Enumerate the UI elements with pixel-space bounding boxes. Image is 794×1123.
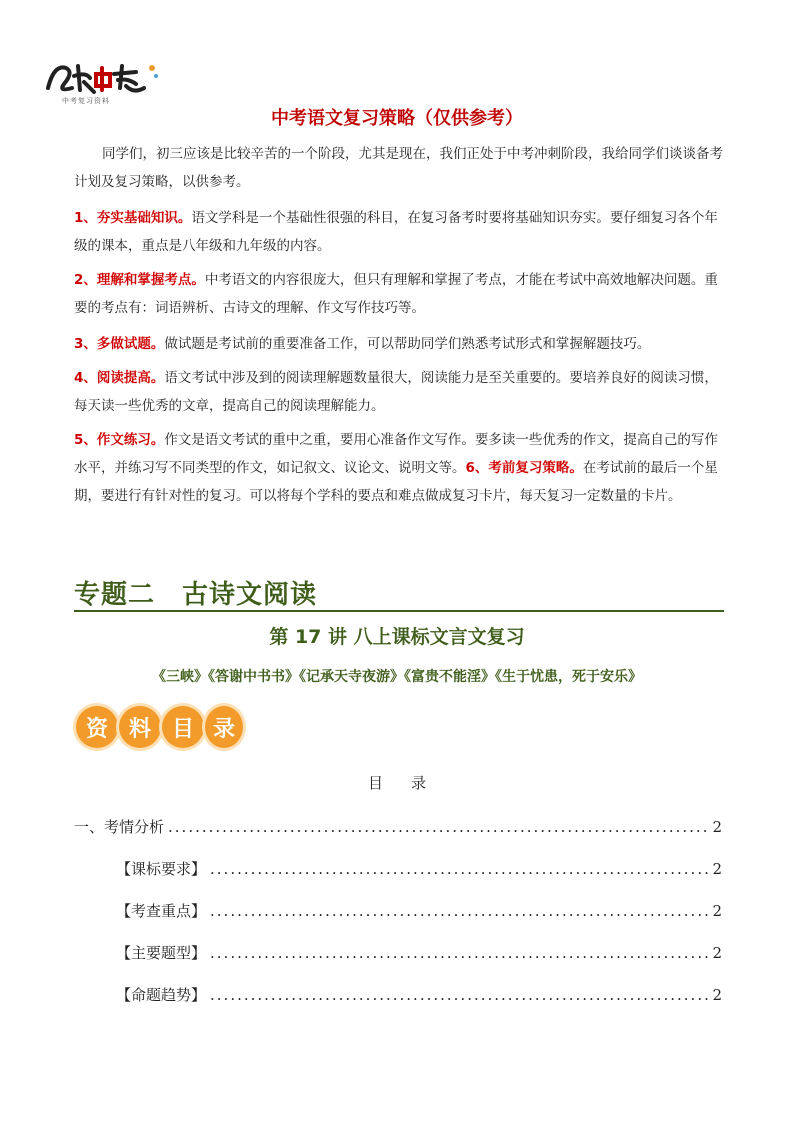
tip-3	[74, 330, 724, 358]
toc-entry-label: 【命题趋势】	[116, 986, 207, 1004]
intro-paragraph	[74, 140, 724, 196]
toc-page-number: 2	[712, 986, 722, 1004]
toc-entry-label: 【课标要求】	[116, 860, 207, 878]
section-title: 专题二 古诗文阅读	[74, 580, 318, 610]
tip-2	[74, 266, 724, 322]
materials-contents-badge	[74, 706, 234, 750]
lecture-title: 第 17 讲 八上课标文言文复习	[269, 626, 525, 648]
badge-char-4: 录	[205, 706, 243, 748]
toc-leader	[210, 944, 708, 962]
toc-leader	[210, 986, 708, 1004]
intro-text: 同学们，初三应该是比较辛苦的一个阶段，尤其是现在，我们正处于中考冲刺阶段，我给同学们谈谈备考计划及复习策略，以供参考。	[74, 146, 723, 190]
toc-page-number: 2	[712, 860, 722, 878]
tip-6-body: 在考试前的最后一个星期，要进行有针对性的复习。可以将每个学科的要点和难点做成复习卡片，每天复习一定数量的卡片。	[74, 460, 718, 504]
tip-4	[74, 364, 724, 420]
toc-page-number: 2	[712, 818, 722, 836]
toc-leader	[210, 902, 708, 920]
toc-page-number: 2	[712, 944, 722, 962]
badge-char-2: 料	[119, 706, 161, 748]
toc-leader	[168, 818, 708, 836]
texts-list: 《三峡》《答谢中书书》《记承天寺夜游》《富贵不能淫》《生于忧患，死于安乐》	[152, 669, 642, 685]
logo-brush-mark	[44, 58, 164, 98]
toc-entry-2[interactable]	[116, 858, 722, 879]
toc-entry-4[interactable]	[116, 942, 722, 963]
tip-1	[74, 204, 724, 260]
badge-char-1: 资	[76, 706, 118, 748]
tip-3-head: 3、多做试题。	[74, 336, 165, 352]
toc-leader	[210, 860, 708, 878]
toc-entry-label: 【主要题型】	[116, 944, 207, 962]
toc-entry-label: 【考查重点】	[116, 902, 207, 920]
tip-5-head: 5、作文练习。	[74, 432, 165, 448]
tip-4-head: 4、阅读提高。	[74, 370, 165, 386]
badge-char-3: 目	[162, 706, 204, 748]
tip-5-body: 作文是语文考试的重中之重，要用心准备作文写作。要多读一些优秀的作文，提高自己的写作水平，并练习写不同类型的作文，如记叙文、议论文、说明文等。	[74, 432, 718, 476]
toc-entry-5[interactable]	[116, 984, 722, 1005]
toc-entry-3[interactable]	[116, 900, 722, 921]
logo-subtitle: 中考复习资料	[62, 97, 110, 105]
tip-5	[74, 426, 724, 510]
tip-1-body: 语文学科是一个基础性很强的科目，在复习备考时要将基础知识夯实。要仔细复习各个年级的课本，重点是八年级和九年级的内容。	[74, 210, 718, 254]
tip-4-body: 语文考试中涉及到的阅读理解题数量很大，阅读能力是至关重要的。要培养良好的阅读习惯，每天读一些优秀的文章，提高自己的阅读理解能力。	[74, 370, 718, 414]
toc-page-number: 2	[712, 902, 722, 920]
logo	[44, 58, 164, 110]
tip-6-head: 6、考前复习策略。	[465, 460, 583, 476]
page-title: 中考语文复习策略（仅供参考）	[271, 108, 523, 129]
tip-2-head: 2、理解和掌握考点。	[74, 272, 205, 288]
toc-entry-label: 一、考情分析	[74, 818, 165, 836]
tip-3-body: 做试题是考试前的重要准备工作，可以帮助同学们熟悉考试形式和掌握解题技巧。	[164, 336, 651, 352]
section-divider	[74, 610, 724, 612]
tip-1-head: 1、夯实基础知识。	[74, 210, 192, 226]
tip-2-body: 中考语文的内容很庞大，但只有理解和掌握了考点，才能在考试中高效地解决问题。重要的考点有：词语辨析、古诗文的理解、作文写作技巧等。	[74, 272, 718, 316]
toc-entry-1[interactable]	[74, 816, 722, 837]
toc-heading: 目录	[367, 774, 454, 792]
